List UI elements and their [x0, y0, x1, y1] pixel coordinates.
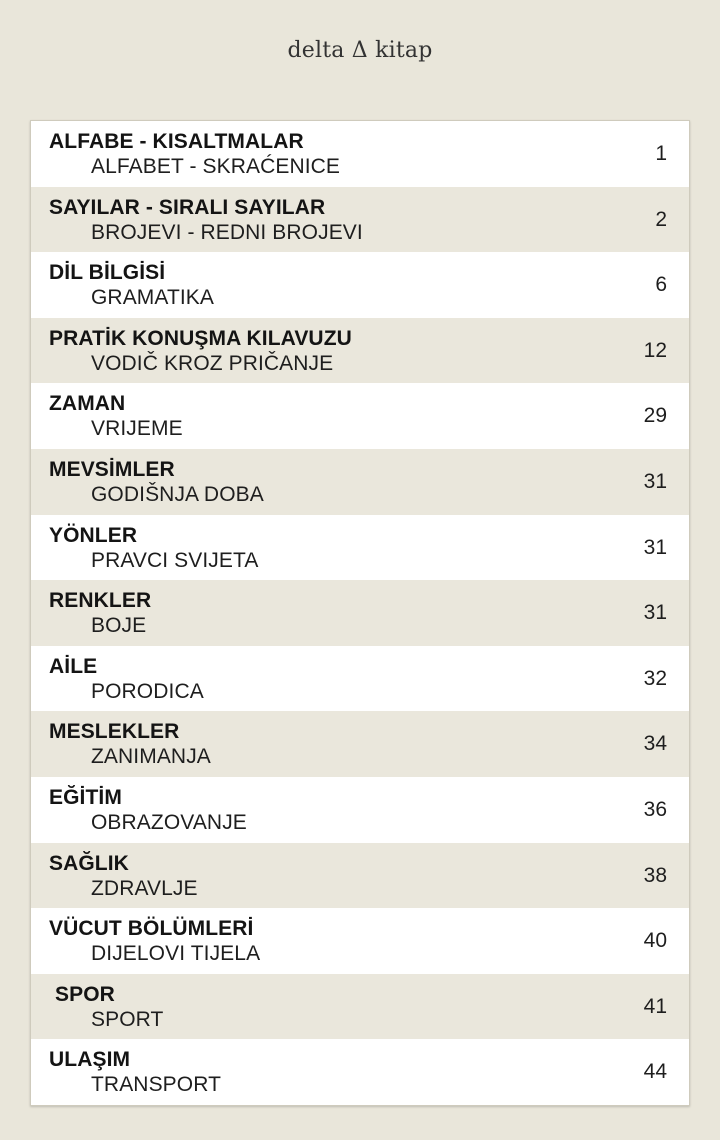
toc-row[interactable]: [31, 974, 689, 1040]
toc-row[interactable]: [31, 318, 689, 384]
toc-row[interactable]: [31, 908, 689, 974]
toc-title-bosnian: BROJEVI - REDNI BROJEVI: [91, 220, 363, 244]
toc-title-bosnian: GODIŠNJA DOBA: [91, 482, 264, 506]
toc-title-turkish: SPOR: [55, 982, 115, 1006]
toc-page-number: 41: [643, 994, 667, 1018]
toc-title-bosnian: ALFABET - SKRAĆENICE: [91, 155, 341, 178]
toc-title-turkish: PRATİK KONUŞMA KILAVUZU: [49, 326, 352, 350]
toc-row[interactable]: [31, 515, 689, 581]
toc-title-turkish: MESLEKLER: [49, 720, 180, 744]
toc-page-number: 44: [643, 1060, 667, 1084]
toc-page-number: 1: [655, 142, 667, 165]
toc-title-turkish: AİLE: [49, 654, 98, 678]
toc-title-bosnian: PORODICA: [91, 679, 204, 703]
toc-title-turkish: ALFABE - KISALTMALAR: [49, 130, 304, 153]
toc-row[interactable]: [31, 777, 689, 843]
toc-title-bosnian: SPORT: [91, 1007, 164, 1031]
toc-page-number: 12: [643, 338, 667, 362]
toc-page-number: 34: [643, 732, 667, 756]
toc-row[interactable]: [31, 646, 689, 712]
toc-row[interactable]: [31, 449, 689, 515]
toc-row[interactable]: [31, 121, 689, 187]
toc-title-bosnian: PRAVCI SVIJETA: [91, 548, 259, 572]
toc-page-number: 31: [643, 601, 667, 625]
toc-row[interactable]: [31, 843, 689, 909]
toc-row[interactable]: [31, 1039, 689, 1105]
toc-page-number: 31: [643, 535, 667, 559]
toc-title-bosnian: OBRAZOVANJE: [91, 810, 247, 834]
toc-title-turkish: SAĞLIK: [49, 851, 129, 875]
toc-title-bosnian: BOJE: [91, 614, 147, 638]
toc-title-turkish: RENKLER: [49, 589, 152, 613]
table-of-contents: [30, 120, 690, 1106]
toc-page-number: 6: [655, 273, 667, 297]
toc-title-bosnian: GRAMATIKA: [91, 286, 215, 310]
toc-title-turkish: VÜCUT BÖLÜMLERİ: [49, 917, 254, 941]
toc-title-bosnian: DIJELOVI TIJELA: [91, 942, 261, 966]
toc-title-bosnian: TRANSPORT: [91, 1073, 222, 1097]
toc-row[interactable]: [31, 252, 689, 318]
toc-title-turkish: ULAŞIM: [49, 1048, 131, 1072]
toc-title-turkish: SAYILAR - SIRALI SAYILAR: [49, 195, 326, 219]
toc-page-number: 36: [643, 797, 667, 821]
toc-row[interactable]: [31, 383, 689, 449]
toc-title-bosnian: ZDRAVLJE: [91, 876, 198, 900]
toc-title-turkish: ZAMAN: [49, 392, 126, 416]
toc-page-number: 32: [643, 666, 667, 690]
toc-row[interactable]: [31, 580, 689, 646]
publisher-logo: delta Δ kitap: [287, 38, 433, 63]
toc-page-number: 40: [643, 929, 667, 953]
toc-title-bosnian: ZANIMANJA: [91, 745, 211, 769]
toc-page-number: 38: [643, 863, 667, 887]
toc-title-bosnian: VODIČ KROZ PRIČANJE: [91, 351, 334, 375]
toc-page-number: 2: [655, 207, 667, 231]
toc-title-bosnian: VRIJEME: [91, 417, 183, 441]
toc-title-turkish: DİL BİLGİSİ: [49, 261, 166, 285]
toc-row[interactable]: [31, 711, 689, 777]
toc-title-turkish: YÖNLER: [49, 523, 138, 547]
toc-title-turkish: MEVSİMLER: [49, 457, 175, 481]
toc-page-number: 31: [643, 469, 667, 493]
toc-row[interactable]: [31, 187, 689, 253]
toc-title-turkish: EĞİTİM: [49, 785, 122, 809]
toc-page-number: 29: [643, 404, 667, 428]
